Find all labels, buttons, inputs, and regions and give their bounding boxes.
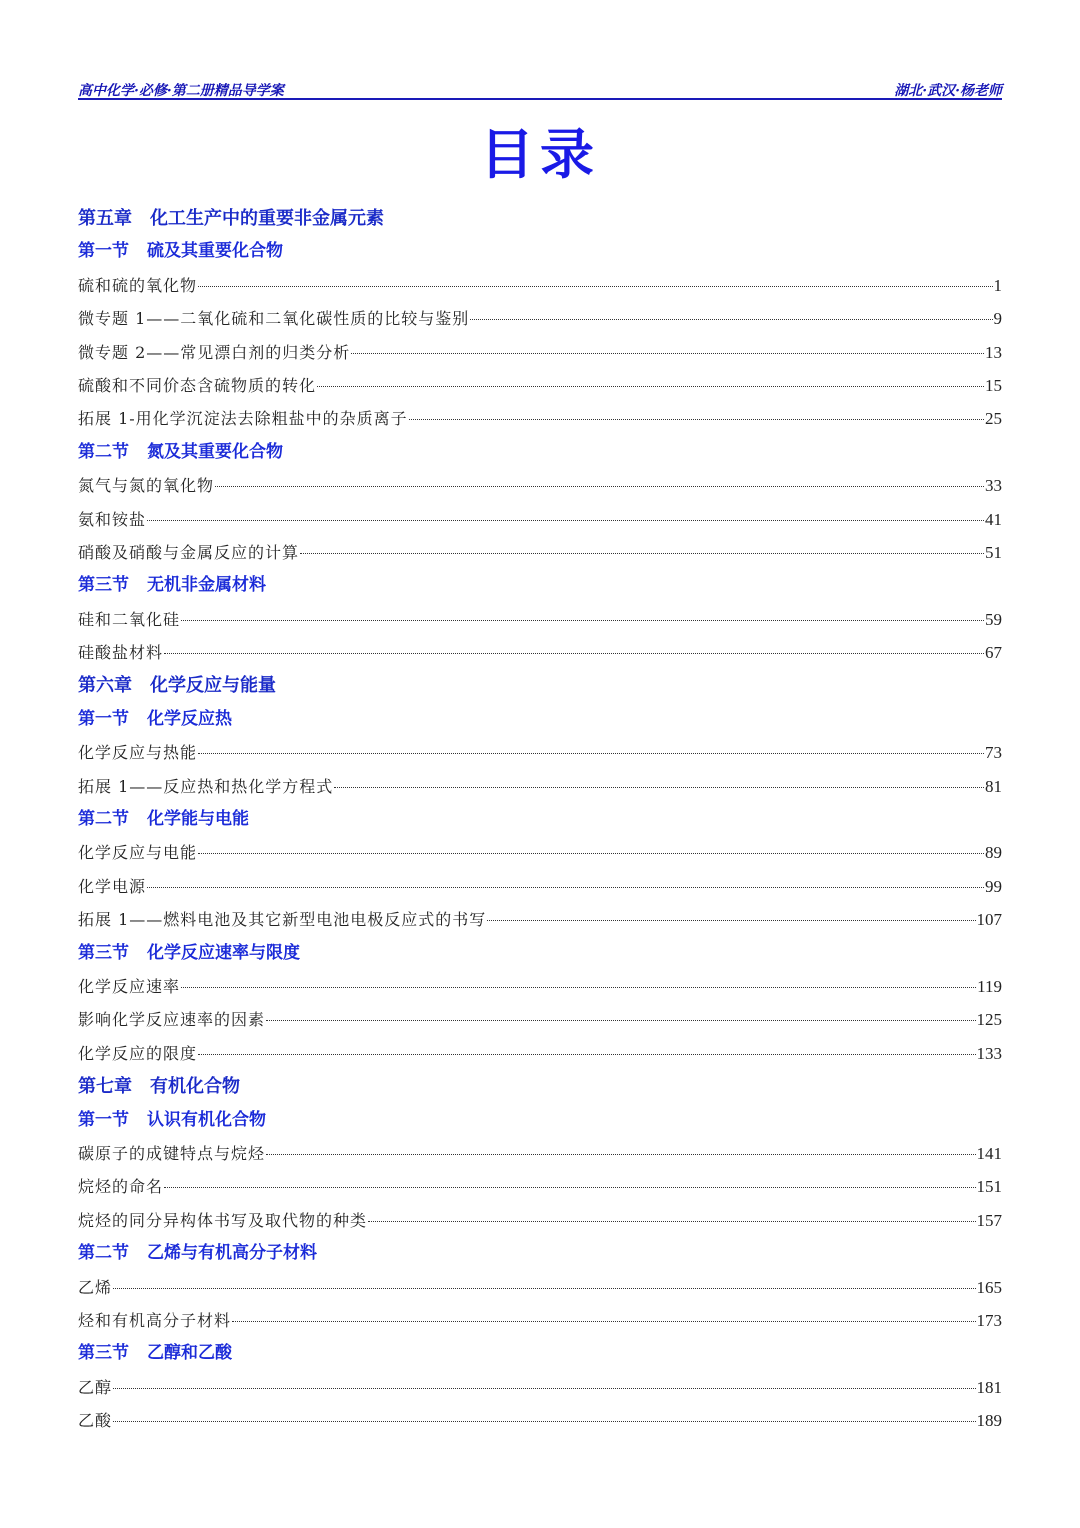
- toc-entry-page: 9: [993, 309, 1002, 329]
- section-number: 第一节: [78, 708, 129, 729]
- toc-section-heading[interactable]: [78, 1104, 1002, 1137]
- toc-entry-title: 化学反应的限度: [78, 1043, 198, 1063]
- section-title: 氮及其重要化合物: [147, 441, 283, 462]
- toc-entry[interactable]: [78, 1137, 1002, 1170]
- toc-entry-title: 硫酸和不同价态含硫物质的转化: [78, 375, 317, 395]
- section-title: 乙醇和乙酸: [147, 1343, 232, 1364]
- dot-leader: [487, 919, 975, 921]
- toc-entry-page: 51: [985, 542, 1002, 562]
- toc-entry-page: 89: [985, 843, 1002, 863]
- toc-entry-page: 41: [985, 509, 1002, 529]
- toc-entry-page: 165: [976, 1277, 1002, 1297]
- toc-entry-page: 15: [985, 375, 1002, 395]
- toc-entry-page: 157: [976, 1210, 1002, 1230]
- toc-entry-page: 33: [985, 476, 1002, 496]
- header-book-title: 高中化学·必修·第二册精品导学案: [78, 83, 284, 99]
- toc-entry-title: 乙酸: [78, 1411, 113, 1431]
- toc-entry[interactable]: [78, 770, 1002, 803]
- toc-entry-page: 189: [976, 1411, 1002, 1431]
- toc-entry-page: 173: [976, 1310, 1002, 1330]
- toc-entry-title: 乙烯: [78, 1277, 113, 1297]
- toc-entry-title: 硫和硫的氧化物: [78, 275, 198, 295]
- chapter-number: 第五章: [78, 208, 132, 229]
- chapter-title: 化学反应与能量: [150, 675, 276, 697]
- dot-leader: [198, 285, 992, 287]
- toc-entry-title: 化学电源: [78, 876, 147, 896]
- section-number: 第一节: [78, 241, 129, 262]
- dot-leader: [147, 886, 984, 888]
- toc-entry-title: 化学反应与热能: [78, 743, 198, 763]
- dot-leader: [198, 752, 984, 754]
- toc-entry-page: 119: [977, 976, 1002, 996]
- section-number: 第二节: [78, 1243, 129, 1264]
- dot-leader: [317, 385, 984, 387]
- dot-leader: [215, 485, 984, 487]
- toc-entry-title: 影响化学反应速率的因素: [78, 1010, 266, 1030]
- toc-entry[interactable]: [78, 603, 1002, 636]
- section-title: 化学反应热: [147, 708, 232, 729]
- dot-leader: [351, 352, 984, 354]
- section-number: 第二节: [78, 441, 129, 462]
- section-title: 无机非金属材料: [147, 575, 266, 596]
- toc-entry[interactable]: [78, 536, 1002, 569]
- dot-leader: [300, 552, 984, 554]
- section-title: 认识有机化合物: [147, 1109, 266, 1130]
- section-title: 化学反应速率与限度: [147, 942, 300, 963]
- chapter-title: 化工生产中的重要非金属元素: [150, 208, 384, 229]
- toc-entry-page: 141: [976, 1143, 1002, 1163]
- dot-leader: [164, 1186, 975, 1188]
- toc-entry[interactable]: [78, 269, 1002, 302]
- toc-entry-title: 氨和铵盐: [78, 509, 147, 529]
- toc-entry[interactable]: [78, 1304, 1002, 1337]
- toc-section-heading[interactable]: [78, 1337, 1002, 1370]
- dot-leader: [409, 418, 984, 420]
- chapter-title: 有机化合物: [150, 1076, 240, 1098]
- dot-leader: [266, 1019, 975, 1021]
- toc-entry[interactable]: [78, 636, 1002, 669]
- toc-entry-title: 拓展 1——反应热和热化学方程式: [78, 776, 334, 796]
- section-number: 第一节: [78, 1109, 129, 1130]
- section-title: 乙烯与有机高分子材料: [147, 1243, 317, 1264]
- toc-section-heading[interactable]: [78, 436, 1002, 469]
- toc-entry[interactable]: [78, 1271, 1002, 1304]
- toc-entry-title: 化学反应与电能: [78, 843, 198, 863]
- dot-leader: [368, 1220, 975, 1222]
- section-number: 第三节: [78, 1343, 129, 1364]
- toc-entry[interactable]: [78, 1037, 1002, 1070]
- toc-entry[interactable]: [78, 903, 1002, 936]
- dot-leader: [181, 986, 976, 988]
- section-title: 硫及其重要化合物: [147, 241, 283, 262]
- toc-entry-title: 硅和二氧化硅: [78, 609, 181, 629]
- table-of-contents: [78, 202, 1002, 1437]
- chapter-number: 第七章: [78, 1076, 132, 1098]
- dot-leader: [147, 519, 984, 521]
- section-number: 第三节: [78, 942, 129, 963]
- toc-entry[interactable]: [78, 336, 1002, 369]
- toc-entry-page: 151: [976, 1177, 1002, 1197]
- toc-entry-page: 99: [985, 876, 1002, 896]
- dot-leader: [198, 852, 984, 854]
- toc-entry-page: 13: [985, 342, 1002, 362]
- toc-section-heading[interactable]: [78, 569, 1002, 602]
- toc-entry-page: 59: [985, 609, 1002, 629]
- toc-entry-title: 氮气与氮的氧化物: [78, 476, 215, 496]
- toc-section-heading[interactable]: [78, 803, 1002, 836]
- toc-entry-page: 133: [976, 1043, 1002, 1063]
- toc-chapter-heading[interactable]: [78, 202, 1002, 235]
- toc-entry[interactable]: [78, 1404, 1002, 1437]
- toc-entry[interactable]: [78, 369, 1002, 402]
- dot-leader: [113, 1387, 975, 1389]
- toc-entry-title: 拓展 1-用化学沉淀法去除粗盐中的杂质离子: [78, 409, 408, 429]
- page-header: [78, 80, 1002, 100]
- dot-leader: [470, 318, 992, 320]
- chapter-number: 第六章: [78, 675, 132, 697]
- toc-entry-page: 73: [985, 743, 1002, 763]
- section-title: 化学能与电能: [147, 809, 249, 830]
- dot-leader: [113, 1287, 975, 1289]
- dot-leader: [113, 1420, 975, 1422]
- toc-entry[interactable]: [78, 870, 1002, 903]
- page-title: 目录: [480, 122, 600, 186]
- toc-section-heading[interactable]: [78, 703, 1002, 736]
- toc-entry-page: 125: [976, 1010, 1002, 1030]
- toc-entry-page: 181: [976, 1377, 1002, 1397]
- toc-entry[interactable]: [78, 402, 1002, 435]
- toc-entry-page: 81: [985, 776, 1002, 796]
- toc-entry[interactable]: [78, 302, 1002, 335]
- toc-entry[interactable]: [78, 1371, 1002, 1404]
- toc-entry-title: 烷烃的同分异构体书写及取代物的种类: [78, 1210, 368, 1230]
- toc-entry-page: 1: [993, 275, 1002, 295]
- toc-entry-title: 烷烃的命名: [78, 1177, 164, 1197]
- toc-chapter-heading[interactable]: [78, 1070, 1002, 1103]
- dot-leader: [266, 1153, 975, 1155]
- toc-entry-title: 拓展 1——燃料电池及其它新型电池电极反应式的书写: [78, 910, 487, 930]
- toc-entry[interactable]: [78, 1170, 1002, 1203]
- toc-entry[interactable]: [78, 1003, 1002, 1036]
- toc-entry-title: 乙醇: [78, 1377, 113, 1397]
- dot-leader: [232, 1320, 975, 1322]
- section-number: 第二节: [78, 809, 129, 830]
- dot-leader: [198, 1053, 975, 1055]
- toc-entry[interactable]: [78, 469, 1002, 502]
- toc-section-heading[interactable]: [78, 235, 1002, 268]
- toc-entry-title: 硅酸盐材料: [78, 643, 164, 663]
- toc-entry-title: 硝酸及硝酸与金属反应的计算: [78, 542, 300, 562]
- toc-section-heading[interactable]: [78, 937, 1002, 970]
- toc-entry-page: 107: [976, 910, 1002, 930]
- header-author: 湖北·武汉·杨老师: [894, 83, 1002, 99]
- dot-leader: [164, 652, 984, 654]
- toc-entry[interactable]: [78, 970, 1002, 1003]
- toc-entry-title: 微专题 2——常见漂白剂的归类分析: [78, 342, 351, 362]
- toc-entry[interactable]: [78, 836, 1002, 869]
- toc-entry[interactable]: [78, 1204, 1002, 1237]
- toc-entry-title: 烃和有机高分子材料: [78, 1310, 232, 1330]
- section-number: 第三节: [78, 575, 129, 596]
- toc-section-heading[interactable]: [78, 1237, 1002, 1270]
- toc-entry-page: 67: [985, 643, 1002, 663]
- toc-entry-page: 25: [985, 409, 1002, 429]
- toc-entry[interactable]: [78, 503, 1002, 536]
- toc-chapter-heading[interactable]: [78, 669, 1002, 702]
- toc-entry-title: 微专题 1——二氧化硫和二氧化碳性质的比较与鉴别: [78, 309, 470, 329]
- dot-leader: [334, 786, 984, 788]
- toc-entry-title: 碳原子的成键特点与烷烃: [78, 1143, 266, 1163]
- toc-entry-title: 化学反应速率: [78, 976, 181, 996]
- dot-leader: [181, 619, 984, 621]
- toc-entry[interactable]: [78, 736, 1002, 769]
